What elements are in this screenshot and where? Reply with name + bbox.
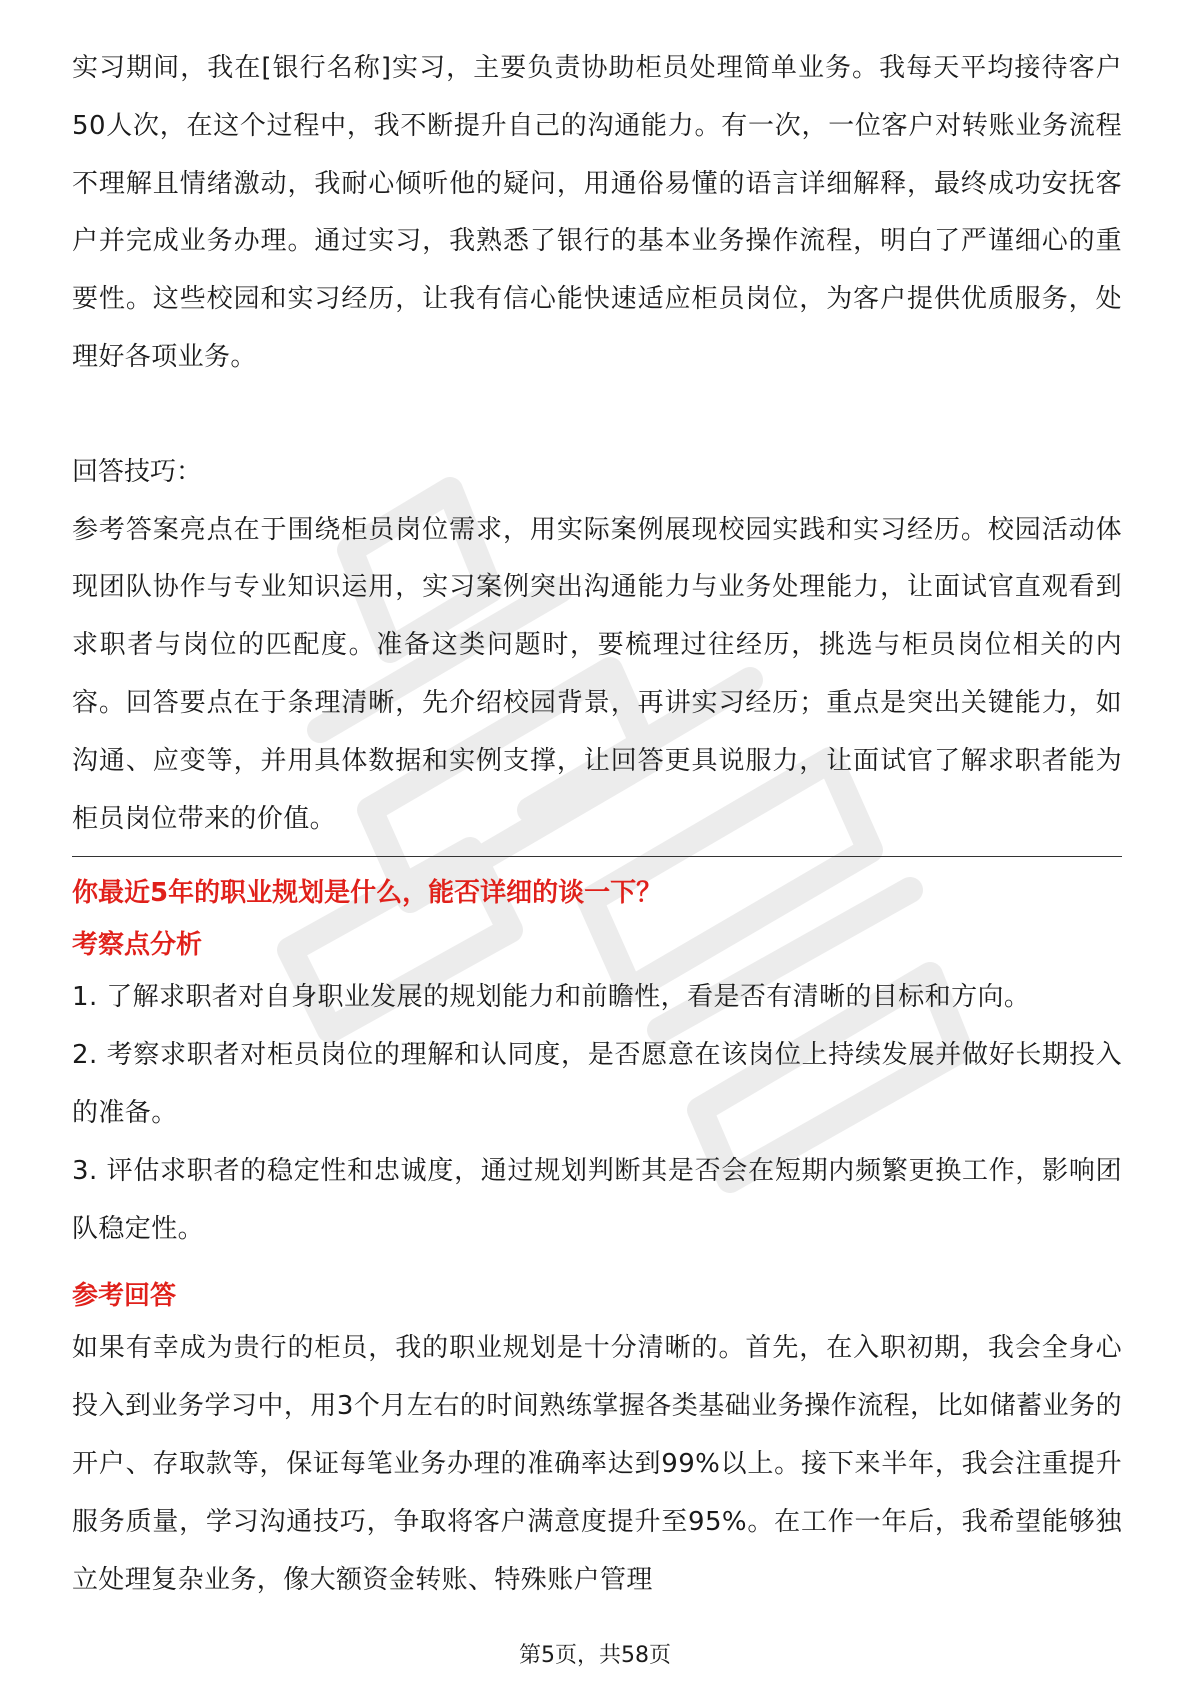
answer-tips-text: 参考答案亮点在于围绕柜员岗位需求，用实际案例展现校园实践和实习经历。校园活动体现团队协作与专业知识运用，实习案例突出沟通能力与业务处理能力，让面试官直观看到求职者与岗位的匹配度。准备这类问题时，要梳理过往经历，挑选与柜员岗位相关的内容。回答要点在于条理清晰，先介绍校园背景，再讲实习经历；重点是突出关键能力，如沟通、应变等，并用具体数据和实例支撑，让回答更具说服力，让面试官了解求职者能为柜员岗位带来的价值。 (72, 514, 1122, 834)
answer-tips-label: 回答技巧： (72, 456, 203, 487)
analysis-list (72, 969, 1122, 1258)
internship-paragraph: 实习期间，我在[银行名称]实习，主要负责协助柜员处理简单业务。我每天平均接待客户50人次，在这个过程中，我不断提升自己的沟通能力。有一次，一位客户对转账业务流程不理解且情绪激动，我耐心倾听他的疑问，用通俗易懂的语言详细解释，最终成功安抚客户并完成业务办理。通过实习，我熟悉了银行的基本业务操作流程，明白了严谨细心的重要性。这些校园和实习经历，让我有信心能快速适应柜员岗位，为客户提供优质服务，处理好各项业务。 (72, 53, 1122, 372)
analysis-heading: 考察点分析 (72, 930, 203, 961)
page-number-footer: 第5页，共58页 (519, 1643, 671, 1668)
analysis-item-2: 2. 考察求职者对柜员岗位的理解和认同度，是否愿意在该岗位上持续发展并做好长期投入的准备。 (72, 1040, 1122, 1128)
reference-answer-text: 如果有幸成为贵行的柜员，我的职业规划是十分清晰的。首先，在入职初期，我会全身心投入到业务学习中，用3个月左右的时间熟练掌握各类基础业务操作流程，比如储蓄业务的开户、存取款等，保证每笔业务办理的准确率达到99%以上。接下来半年，我会注重提升服务质量，学习沟通技巧，争取将客户满意度提升至95%。在工作一年后，我希望能够独立处理复杂业务，像大额资金转账、特殊账户管理 (72, 1333, 1122, 1595)
section-divider (72, 856, 1122, 857)
reference-answer-heading: 参考回答 (72, 1281, 177, 1312)
analysis-item-1: 1. 了解求职者对自身职业发展的规划能力和前瞻性，看是否有清晰的目标和方向。 (72, 982, 1031, 1013)
paragraph-spacer (72, 387, 1122, 444)
analysis-item-3: 3. 评估求职者的稳定性和忠诚度，通过规划判断其是否会在短期内频繁更换工作，影响团队稳定性。 (72, 1155, 1122, 1244)
page-content (72, 40, 1122, 1609)
question-title: 你最近5年的职业规划是什么，能否详细的谈一下？ (72, 878, 663, 909)
